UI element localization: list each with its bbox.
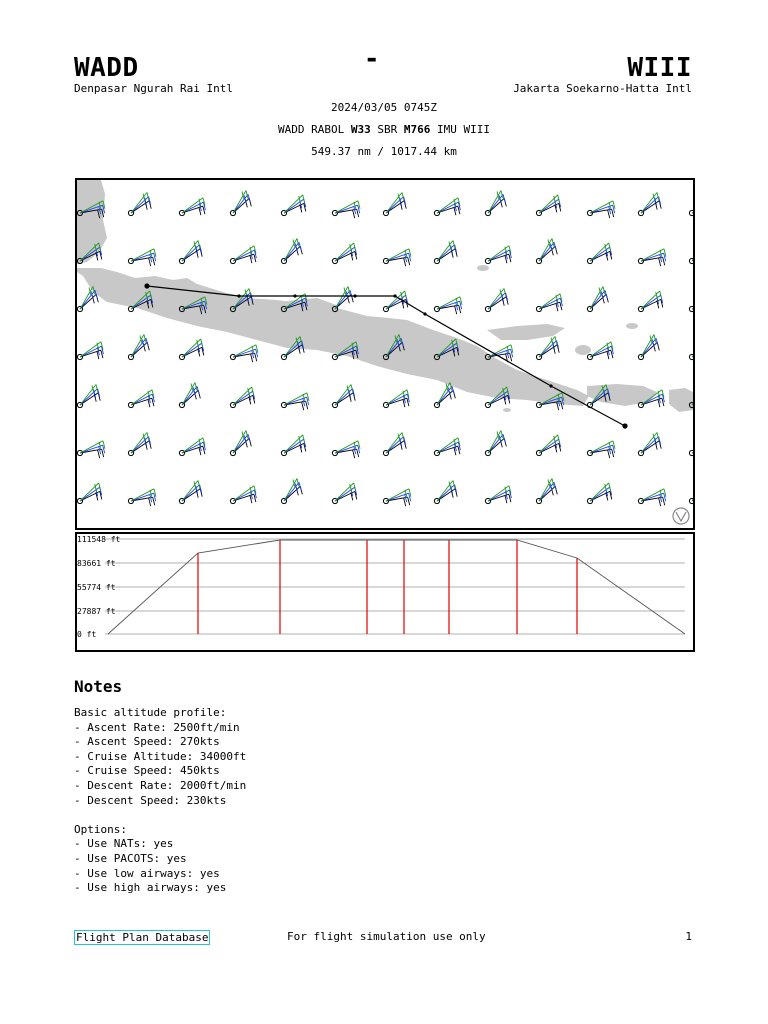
note-line: - Cruise Altitude: 34000ft <box>74 749 247 763</box>
wind-barb <box>536 239 557 264</box>
wind-barb <box>485 431 506 456</box>
wind-barb <box>128 489 156 506</box>
wind-barb <box>485 246 511 264</box>
profile-tick-label: 27887 ft <box>77 607 116 616</box>
wind-barb <box>638 335 659 360</box>
wind-barb <box>485 486 511 504</box>
profile-gridlines <box>105 539 685 634</box>
wind-barb <box>638 291 662 312</box>
route-map <box>75 178 695 530</box>
profile-tick-label: 55774 ft <box>77 583 116 592</box>
note-line: - Cruise Speed: 450kts <box>74 764 220 778</box>
origin-name: Denpasar Ngurah Rai Intl <box>74 82 233 95</box>
land-islet-2 <box>575 345 591 355</box>
wind-barb <box>230 345 258 362</box>
wind-barb <box>689 297 693 314</box>
origin-code: WADD <box>74 53 139 83</box>
route-waypoint <box>423 312 426 315</box>
wind-barb <box>587 483 611 504</box>
route-waypoint <box>353 294 356 297</box>
profile-tick-label: 111548 ft <box>77 535 121 544</box>
wind-barb <box>179 241 202 264</box>
route-fix: SBR <box>370 123 404 136</box>
note-line: - Use NATs: yes <box>74 837 174 851</box>
notes-title: Notes <box>74 677 123 696</box>
wind-barb <box>587 243 611 264</box>
wind-barb <box>332 287 353 312</box>
wind-barb <box>383 249 411 266</box>
wind-barb <box>587 342 613 360</box>
wind-barb <box>638 489 666 506</box>
wind-barb <box>281 435 305 456</box>
wind-barb <box>77 441 105 458</box>
wind-barb <box>332 441 360 458</box>
wind-barb <box>689 198 693 216</box>
wind-barb <box>383 390 409 408</box>
flight-plan-database-link[interactable]: Flight Plan Database <box>76 931 209 944</box>
land-islet-1 <box>477 265 489 271</box>
wind-barb <box>281 393 309 410</box>
footer-disclaimer: For flight simulation use only <box>287 930 486 943</box>
wind-barb <box>332 385 355 408</box>
wind-barb <box>128 335 149 360</box>
wind-barb <box>77 385 100 408</box>
wind-barb <box>536 479 557 504</box>
wind-barb <box>128 390 154 408</box>
wind-barb <box>434 198 460 216</box>
wind-barb <box>434 481 457 504</box>
wind-barb <box>434 297 462 314</box>
header-separator: - <box>363 44 381 74</box>
wind-barb <box>587 441 615 458</box>
note-line: - Ascent Rate: 2500ft/min <box>74 720 240 734</box>
profile-tick-labels <box>77 535 121 639</box>
note-line: - Use PACOTS: yes <box>74 852 187 865</box>
wind-barb <box>689 339 693 360</box>
wind-barb <box>434 241 457 264</box>
wind-barb <box>332 201 360 218</box>
land-sumatra-tip <box>77 180 107 264</box>
fpd-logo-icon <box>673 508 689 524</box>
route-airway: W33 <box>350 123 371 136</box>
wind-barb <box>434 438 460 456</box>
wind-barb <box>179 198 205 216</box>
flight-datetime: 2024/03/05 0745Z <box>331 101 437 114</box>
wind-barb <box>179 481 202 504</box>
wind-barb <box>179 438 205 456</box>
wind-barb <box>281 479 302 504</box>
route-distance: 549.37 nm / 1017.44 km <box>311 145 457 158</box>
wind-barb <box>230 387 254 408</box>
wind-barb <box>587 287 608 312</box>
dest-name: Jakarta Soekarno-Hatta Intl <box>513 82 692 95</box>
wind-barb <box>638 193 661 216</box>
land-islet-3 <box>626 323 638 329</box>
dest-code: WIII <box>627 53 692 83</box>
note-line: - Descent Speed: 230kts <box>74 793 227 807</box>
wind-barb <box>587 201 615 218</box>
wind-barb <box>638 433 661 456</box>
route-map-canvas <box>77 180 693 528</box>
wind-barb <box>689 241 693 264</box>
wind-barb <box>689 438 693 456</box>
land-lombok <box>669 388 693 412</box>
route-waypoint <box>293 294 296 297</box>
wind-barb <box>128 193 151 216</box>
route-waypoint <box>237 294 240 297</box>
wind-barb <box>485 289 508 312</box>
wind-barb <box>485 345 513 362</box>
route-waypoint <box>393 294 396 297</box>
wind-barb <box>485 191 506 216</box>
note-line: Options: <box>74 822 127 836</box>
wind-barb <box>638 249 666 266</box>
route-waypoint <box>144 283 149 288</box>
route-waypoint <box>622 423 627 428</box>
note-line: - Descent Rate: 2000ft/min <box>74 779 247 792</box>
wind-barb <box>281 239 302 264</box>
wind-barb <box>77 342 103 360</box>
wind-barb <box>536 435 560 456</box>
wind-barb <box>536 294 562 312</box>
wind-barb <box>230 191 251 216</box>
wind-barb <box>536 195 560 216</box>
route-string <box>0 123 768 136</box>
profile-tick-label: 83661 ft <box>77 559 116 568</box>
note-line: - Use high airways: yes <box>74 881 227 895</box>
wind-barb <box>281 195 305 216</box>
wind-barb <box>332 243 356 264</box>
land-madura <box>487 324 565 340</box>
wind-barb <box>230 246 256 264</box>
altitude-profile-canvas <box>77 534 693 650</box>
wind-barb <box>383 433 406 456</box>
wind-barb <box>536 337 559 360</box>
wind-barb <box>332 483 356 504</box>
page-number: 1 <box>685 930 692 943</box>
wind-barb <box>383 489 411 506</box>
route-waypoint <box>549 384 552 387</box>
route-fix: IMU WIII <box>430 123 490 136</box>
wind-barb <box>689 481 693 504</box>
land-islet-4 <box>503 408 511 412</box>
wind-barb <box>434 383 455 408</box>
altitude-profile <box>75 532 695 652</box>
wind-barb <box>128 433 151 456</box>
wind-barb <box>179 383 200 408</box>
note-line: - Use low airways: yes <box>74 866 220 880</box>
wind-barb <box>230 431 251 456</box>
wind-barb <box>128 249 156 266</box>
profile-tick-label: 0 ft <box>77 630 97 639</box>
note-line: - Ascent Speed: 270kts <box>74 735 220 749</box>
route-fix: WADD RABOL <box>278 123 351 136</box>
wind-barb <box>383 193 406 216</box>
note-line: Basic altitude profile: <box>74 706 227 719</box>
route-airway: M766 <box>403 123 431 136</box>
wind-barb <box>77 483 101 504</box>
wind-barb <box>230 486 256 504</box>
wind-barb <box>179 339 203 360</box>
